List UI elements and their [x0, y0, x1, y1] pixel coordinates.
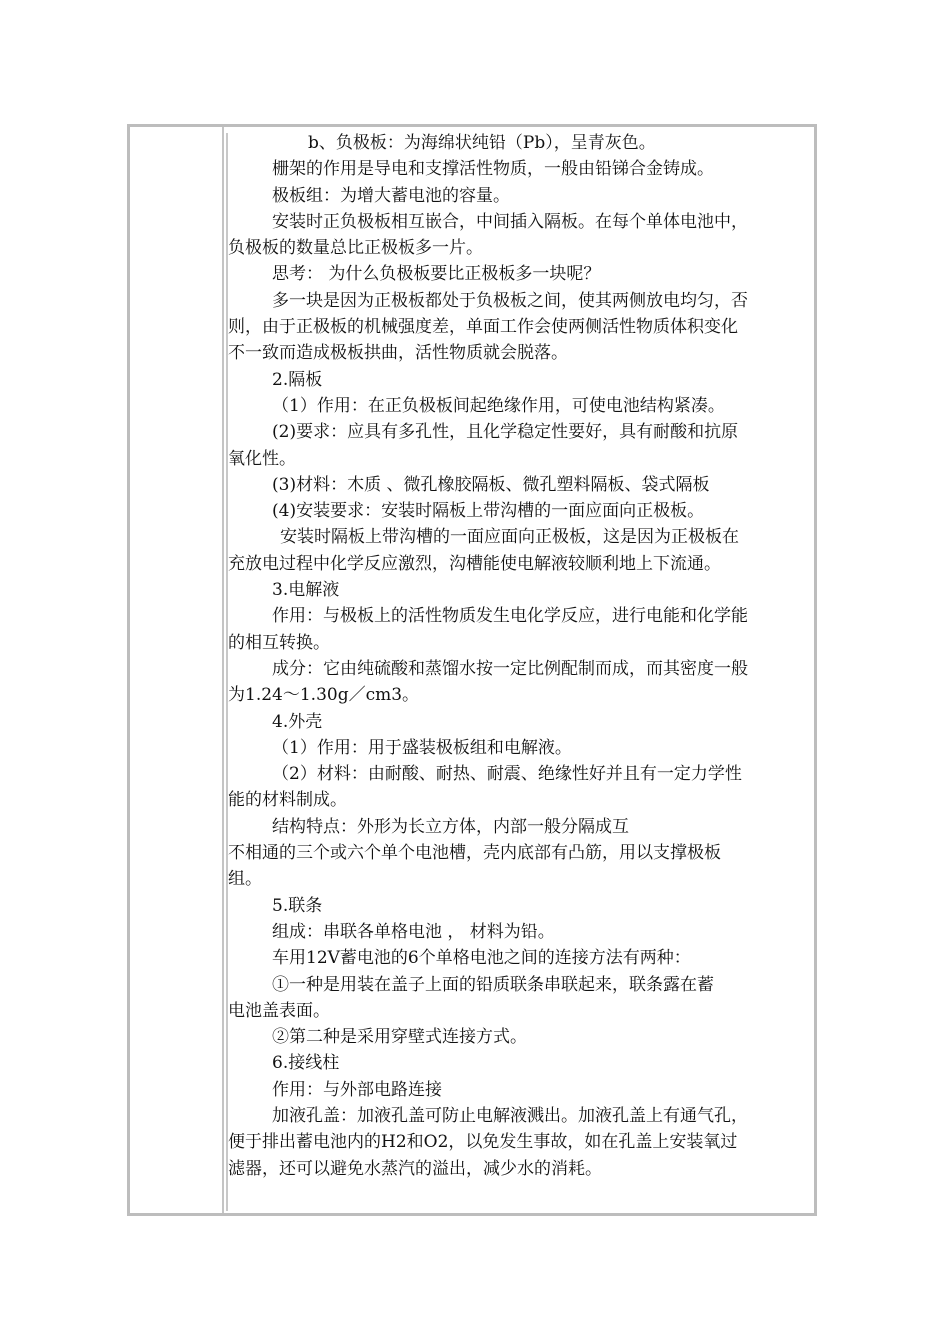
text-line: （1）作用：用于盛装极板组和电解液。	[272, 737, 572, 758]
content-cell	[228, 130, 813, 1182]
text-line: 3.电解液	[272, 580, 340, 601]
text-line: 安装时正负极板相互嵌合，中间插入隔板。在每个单体电池中，	[272, 211, 748, 232]
text-line: 为1.24～1.30g／cm3。	[228, 685, 420, 706]
text-line: 成分：它由纯硫酸和蒸馏水按一定比例配制而成，而其密度一般	[272, 658, 748, 679]
text-line: 极板组：为增大蓄电池的容量。	[272, 185, 510, 206]
text-line: 5.联条	[272, 895, 323, 916]
text-line: ②第二种是采用穿壁式连接方式。	[272, 1027, 527, 1048]
text-line: 安装时隔板上带沟槽的一面应面向正极板，这是因为正极板在	[280, 527, 739, 548]
text-line: 便于排出蓄电池内的H2和O2，以免发生事故，如在孔盖上安装氧过	[228, 1132, 738, 1153]
text-line: 栅架的作用是导电和支撑活性物质，一般由铅锑合金铸成。	[272, 159, 714, 180]
text-line: 滤器，还可以避免水蒸汽的溢出，减少水的消耗。	[228, 1158, 602, 1179]
text-line: ①一种是用装在盖子上面的铅质联条串联起来，联条露在蓄	[272, 974, 714, 995]
text-line: (2)要求：应具有多孔性，且化学稳定性要好，具有耐酸和抗原	[272, 422, 739, 443]
text-line: 结构特点：外形为长立方体，内部一般分隔成互	[272, 816, 629, 837]
text-line: 能的材料制成。	[228, 790, 347, 811]
text-line: 负极板的数量总比正极板多一片。	[228, 238, 483, 259]
text-line: 4.外壳	[272, 711, 323, 732]
text-line: 充放电过程中化学反应激烈，沟槽能使电解液较顺利地上下流通。	[228, 553, 721, 574]
text-line: b、负极板：为海绵状纯铅（Pb），呈青灰色。	[308, 133, 656, 153]
text-line: 思考： 为什么负极板要比正极板多一块呢？	[272, 264, 601, 285]
text-line: 作用：与外部电路连接	[272, 1079, 442, 1100]
text-line: 电池盖表面。	[228, 1000, 330, 1021]
text-line: 作用：与极板上的活性物质发生电化学反应，进行电能和化学能	[272, 606, 748, 627]
text-line: 组成：串联各单格电池 ， 材料为铅。	[272, 921, 555, 942]
text-line: 车用12V蓄电池的6个单格电池之间的连接方法有两种：	[272, 948, 691, 969]
text-line: （1）作用：在正负极板间起绝缘作用，可使电池结构紧凑。	[272, 395, 725, 416]
text-line: 的相互转换。	[228, 632, 330, 653]
text-line: 则，由于正极板的机械强度差，单面工作会使两侧活性物质体积变化	[228, 317, 738, 338]
text-line: （2）材料：由耐酸、耐热、耐震、绝缘性好并且有一定力学性	[272, 764, 742, 785]
text-line: (3)材料：木质 、微孔橡胶隔板、微孔塑料隔板、袋式隔板	[272, 474, 710, 495]
text-line: 加液孔盖：加液孔盖可防止电解液溅出。加液孔盖上有通气孔，	[272, 1105, 748, 1126]
text-line: 氧化性。	[228, 448, 296, 469]
table-left-cell	[130, 127, 224, 1213]
text-line: 2.隔板	[272, 369, 323, 390]
text-line: 多一块是因为正极板都处于负极板之间，使其两侧放电均匀，否	[272, 290, 748, 311]
text-line: 组。	[228, 869, 262, 890]
text-line: 6.接线柱	[272, 1053, 340, 1074]
text-line: 不相通的三个或六个单个电池槽，壳内底部有凸筋，用以支撑极板	[228, 843, 721, 864]
text-line: 不一致而造成极板拱曲，活性物质就会脱落。	[228, 343, 568, 364]
text-line: (4)安装要求：安装时隔板上带沟槽的一面应面向正极板。	[272, 501, 705, 522]
